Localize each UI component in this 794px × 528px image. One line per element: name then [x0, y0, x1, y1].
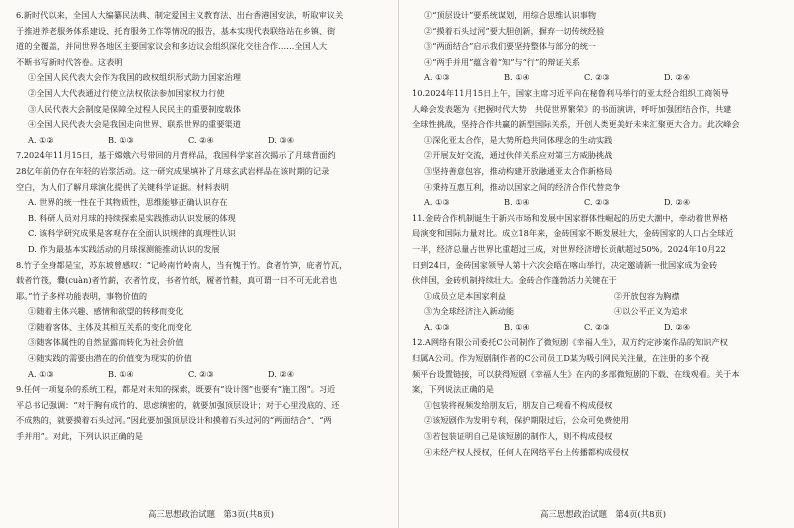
q11-option: ②开放包容为胸襟 — [614, 290, 680, 301]
q12-stem-line: 频平台设置链接，可以获得短剧《幸福人生》在内的多部微短剧的下载、在线观看。关于本 — [412, 368, 740, 379]
q7-stem-line: 7.2024年11月15日，基于嫦娥六号带回的月背样品，我国科学家首次揭示了月球背面约 — [16, 150, 336, 161]
page-4-column — [412, 8, 782, 460]
q6-option: ②全国人大代表通过行使立法权依法参加国家权力行使 — [28, 87, 225, 98]
q12-stem-line: 归属A公司。作为短剧制作者的C公司员工D某为吸引网民关注量，在注册的多个视 — [412, 353, 710, 364]
q10-choice-a: A. ①③ — [424, 197, 450, 208]
q11-option: ③为全球经济注入新动能 — [424, 306, 515, 317]
q6-choice-a: A. ①② — [28, 134, 54, 145]
q12-option: ①包装将视频发给朋友后，朋友自己观看不构成侵权 — [424, 399, 613, 410]
page-3-footer: 高三思想政治试题 第3页(共8页) — [148, 509, 275, 519]
q6-stem-line: 道的全覆盖，并同世界各地区主要国家议会和多边议会组织深化交往合作……全国人大 — [16, 41, 328, 52]
q11-choice-b: B. ①④ — [504, 321, 530, 332]
q7-option: A. 世界的统一性在于其物质性，思维能够正确认识存在 — [28, 197, 228, 208]
q8-stem-line: 8.竹子全身都是宝，苏东坡曾感叹：“记岭南竹岭南人，当有愧于竹。食者竹笋，庇者竹瓦， — [16, 259, 348, 270]
q10-option: ④秉持互惠互利，推动以国家之间的经济合作代替竞争 — [424, 181, 621, 192]
q10-stem-line: 全球性挑战，坚持合作共赢的新型国际关系，开创人类更美好未来汇聚更大合力。此次峰会 — [412, 119, 740, 130]
q6-option: ①全国人民代表大会作为我国的政权组织形式助力国家治理 — [28, 72, 241, 83]
q6-stem-line: 6.新时代以来，全国人大编纂民法典、制定爱国主义教育法、出台香港国安法，听取审议关 — [16, 10, 344, 20]
q8-option: ④随实践的需要由潜在的价值变为现实的价值 — [28, 353, 192, 364]
question-9-continued — [412, 8, 782, 86]
q6-choice-b: B. ①③ — [108, 134, 134, 145]
q9-choices — [412, 70, 782, 86]
q11-stem-line: 日到24日，金砖国家领导人第十六次会晤在喀山举行，决定邀请新一批国家成为金砖 — [412, 259, 718, 270]
q10-choice-c: C. ②③ — [584, 197, 610, 208]
question-6 — [16, 8, 386, 148]
q8-choice-c: C. ②③ — [188, 368, 214, 379]
q7-stem-line: 28亿年前仍存在年轻的岩浆活动。这一研究成果填补了月球玄武岩样品在该时期的记录 — [16, 165, 330, 176]
q9-choice-d: D. ②④ — [664, 72, 691, 83]
q11-option: ④以公平正义为追求 — [614, 306, 688, 317]
q11-stem-line: 伙伴国，金砖机制持续壮大。金砖合作蓬勃活力关键在于 — [412, 275, 617, 286]
q8-option: ③随客体属性的自然显露而转化为社会价值 — [28, 337, 184, 348]
q8-choice-b: B. ①④ — [108, 368, 134, 379]
q10-choice-d: D. ②④ — [664, 197, 691, 208]
q9-stem-line: 不成熟的，就要摸着石头过河。”因此要加强顶层设计和摸着石头过河的“两面结合”、“两 — [16, 415, 332, 426]
q11-stem-line: 11.金砖合作机制诞生于新兴市场和发展中国家群体性崛起的历史大潮中，牵动着世界格 — [412, 212, 728, 223]
q6-stem-line: 不断书写新时代答卷。这表明 — [16, 56, 123, 67]
q11-choices — [412, 320, 782, 336]
q6-choices — [16, 133, 386, 149]
q9-stem-line: 手并用”。对此，下列认识正确的是 — [16, 431, 143, 442]
q6-stem-line: 于推进养老服务体系建设、托育服务工作等情况的报告，基本实现代表联络站在乡镇、街 — [16, 25, 336, 36]
q9-stem-line: 9.任何一项复杂的系统工程，都是对未知的探索，既要有“设计图”也要有“施工图”。习近 — [16, 384, 336, 395]
question-7 — [16, 148, 386, 257]
q6-choice-d: D. ③④ — [268, 134, 295, 145]
q11-option-row — [412, 304, 782, 320]
q7-stem-line: 空白，为人们了解月球演化提供了关键科学证据。材料表明 — [16, 181, 229, 192]
q12-stem-line: 案，下列说法正确的是 — [412, 384, 494, 395]
q10-option: ③坚持善意包容，推动构建开放融通亚太合作新格局 — [424, 165, 613, 176]
question-10 — [412, 86, 782, 211]
q8-stem-line: 耶。”竹子多样功能表明，事物价值的 — [16, 290, 148, 301]
q10-option: ②开展友好交流，通过伙伴关系应对第三方威胁挑战 — [424, 150, 613, 161]
q8-stem-line: 载者竹筏，爨(cuàn)者竹薪，衣者竹皮，书者竹纸，履者竹鞋，真可谓一日不可无此君也 — [16, 275, 338, 286]
q8-option: ②随着客体、主体及其相互关系的变化而变化 — [28, 321, 192, 332]
q7-option: C. 该科学研究成果是客观存在全面认识规律的真理性认识 — [28, 228, 236, 239]
q12-option: ③若包装证明自己是该短剧的制作人，则不构成侵权 — [424, 431, 613, 442]
q11-choice-d: D. ②④ — [664, 321, 691, 332]
q9-choice-c: C. ②③ — [584, 72, 610, 83]
q6-option: ③人民代表大会制度是保障全过程人民民主的重要制度载体 — [28, 103, 241, 114]
q8-option: ①随着主体兴趣、感情和欲望的转移而变化 — [28, 306, 184, 317]
q11-stem-line: 局演变和国际力量对比。成立18年来，金砖国家不断发展壮大，金砖国家的人口占全球近 — [412, 228, 734, 239]
q12-stem-line: 12.A网络有限公司委托C公司制作了微短剧《幸福人生》，双方约定涉案作品的知识产权 — [412, 337, 728, 348]
q10-option: ①深化亚太合作，是大势所趋共同体理念的生动实践 — [424, 134, 613, 145]
page-4-footer: 高三思想政治试题 第4页(共8页) — [540, 509, 667, 519]
column-divider — [398, 0, 399, 528]
q9-stem-line: 平总书记强调：“对于胸有成竹的、思虑缜密的，就要加强顶层设计；对于心里没底的、还 — [16, 399, 340, 410]
q9-option: ①“顶层设计”要系统谋划，用综合思维认识事物 — [424, 10, 597, 20]
q8-choice-d: D. ②④ — [268, 368, 295, 379]
q8-choice-a: A. ①③ — [28, 368, 54, 379]
question-8 — [16, 258, 386, 383]
q10-stem-line: 10.2024年11月15日上午，国家主席习近平向在秘鲁利马举行的亚太经合组织工商领导 — [412, 87, 729, 98]
question-11 — [412, 211, 782, 336]
page-3-column — [16, 8, 386, 445]
q8-choices — [16, 367, 386, 383]
question-9 — [16, 382, 386, 444]
q11-choice-c: C. ②③ — [584, 321, 610, 332]
q12-option: ②该短剧作为发明专利，保护期限过后，公众可免费使用 — [424, 415, 629, 426]
q11-option: ①成员立足本国家利益 — [424, 290, 506, 301]
q10-choice-b: B. ①④ — [504, 197, 530, 208]
q11-stem-line: 一半，经济总量占世界比重超过三成，对世界经济增长贡献超过50%。2024年10月22 — [412, 243, 726, 254]
q6-choice-c: C. ②④ — [188, 134, 214, 145]
q9-choice-b: B. ①④ — [504, 72, 530, 83]
q10-choices — [412, 195, 782, 211]
q9-option: ④“两手并用”蕴含着“知”与“行”的辩证关系 — [424, 56, 581, 67]
question-12 — [412, 335, 782, 460]
q11-choice-a: A. ①③ — [424, 321, 450, 332]
q12-option: ④未经产权人授权，任何人在网络平台上传播都构成侵权 — [424, 446, 629, 457]
q10-stem-line: 人峰会发表题为《把握时代大势 共促世界繁荣》的书面演讲，呼吁加强团结合作，共建 — [412, 103, 732, 114]
q7-option: B. 科研人员对月球的持续探索是实践推动认识发展的体现 — [28, 212, 236, 223]
q9-option: ③“两面结合”启示我们要坚持整体与部分的统一 — [424, 41, 597, 52]
q11-option-row — [412, 289, 782, 305]
q6-option: ④全国人民代表大会是我国走向世界、联系世界的重要渠道 — [28, 119, 241, 130]
q9-option: ②“摸着石头过河”要大胆创新，摒弃一切传统经验 — [424, 25, 605, 36]
q7-option: D. 作为最基本实践活动的月球探测能推动认识的发展 — [28, 243, 220, 254]
q9-choice-a: A. ①③ — [424, 72, 450, 83]
